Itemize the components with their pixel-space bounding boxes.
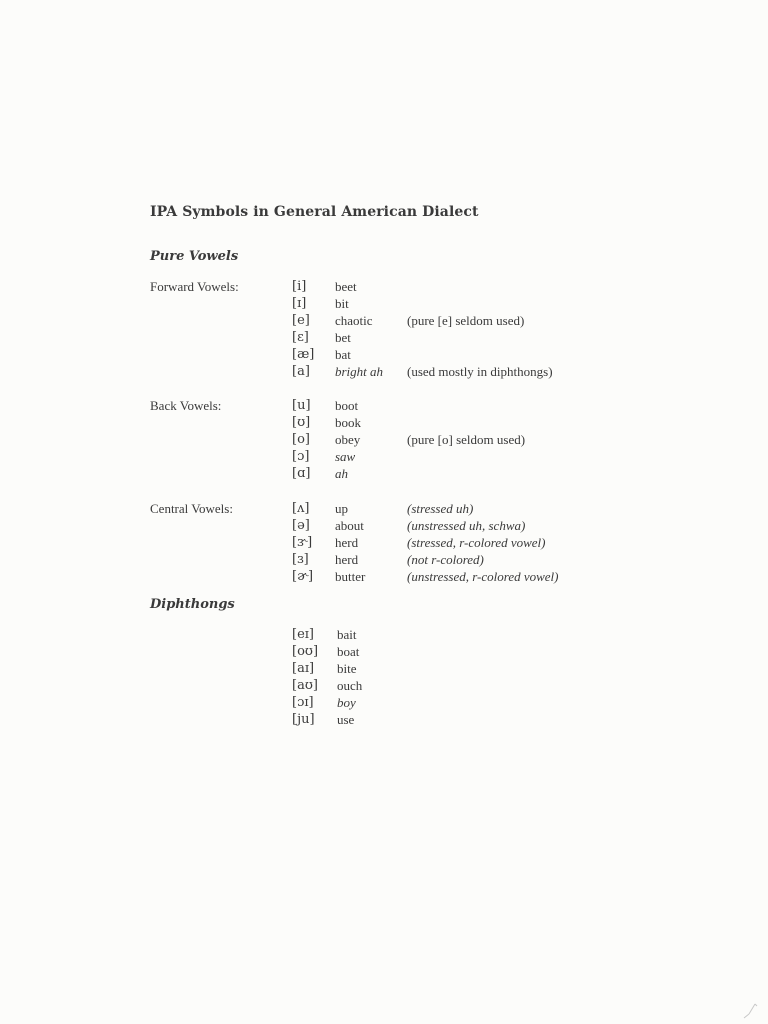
- ipa-symbol: [ɜ]: [292, 552, 309, 567]
- ipa-symbol: [aɪ]: [292, 661, 315, 676]
- ipa-symbol: [ɔɪ]: [292, 695, 314, 710]
- example-word: bright ah: [335, 364, 384, 379]
- ipa-symbol: [ɪ]: [292, 296, 307, 311]
- ipa-symbol: [ɔ]: [292, 449, 310, 464]
- page-title: IPA Symbols in General American Dialect: [150, 204, 479, 220]
- usage-note: (pure [e] seldom used): [407, 313, 525, 328]
- example-word: herd: [335, 552, 359, 567]
- pure-vowels-heading: Pure Vowels: [150, 249, 239, 264]
- example-word: boat: [337, 644, 360, 659]
- ipa-symbol: [ɛ]: [292, 330, 309, 345]
- example-word: beet: [335, 279, 357, 294]
- usage-note: (stressed uh): [407, 501, 474, 516]
- example-word: chaotic: [335, 313, 373, 328]
- usage-note: (unstressed, r-colored vowel): [407, 569, 559, 584]
- example-word: boy: [337, 695, 356, 710]
- example-word: use: [337, 712, 355, 727]
- usage-note: (pure [o] seldom used): [407, 432, 526, 447]
- ipa-symbol: [oʊ]: [292, 644, 319, 659]
- pencil-mark-icon: [740, 1000, 760, 1020]
- example-word: book: [335, 415, 361, 430]
- back-vowels-label: Back Vowels:: [150, 398, 222, 413]
- usage-note: (used mostly in diphthongs): [407, 364, 553, 379]
- example-word: up: [335, 501, 348, 516]
- ipa-symbol: [ə]: [292, 518, 310, 533]
- ipa-symbol: [a]: [292, 364, 310, 379]
- example-word: herd: [335, 535, 359, 550]
- ipa-symbol: [o]: [292, 432, 310, 447]
- ipa-symbol: [ɚ]: [292, 569, 314, 584]
- ipa-symbol: [u]: [292, 398, 311, 413]
- usage-note: (not r-colored): [407, 552, 484, 567]
- example-word: butter: [335, 569, 366, 584]
- ipa-symbol: [i]: [292, 279, 307, 294]
- diphthongs-heading: Diphthongs: [150, 597, 235, 612]
- usage-note: (unstressed uh, schwa): [407, 518, 526, 533]
- central-vowels-label: Central Vowels:: [150, 501, 233, 516]
- example-word: boot: [335, 398, 359, 413]
- example-word: saw: [335, 449, 356, 464]
- example-word: bat: [335, 347, 351, 362]
- usage-note: (stressed, r-colored vowel): [407, 535, 546, 550]
- ipa-symbol: [æ]: [292, 347, 315, 362]
- example-word: bait: [337, 627, 357, 642]
- example-word: ah: [335, 466, 348, 481]
- ipa-symbol: [ʊ]: [292, 415, 311, 430]
- ipa-symbol: [ɑ]: [292, 466, 311, 481]
- example-word: bite: [337, 661, 357, 676]
- example-word: ouch: [337, 678, 363, 693]
- ipa-symbol: [aʊ]: [292, 678, 318, 693]
- ipa-symbol: [ju]: [292, 712, 315, 727]
- example-word: about: [335, 518, 364, 533]
- example-word: bet: [335, 330, 351, 345]
- forward-vowels-label: Forward Vowels:: [150, 279, 239, 294]
- example-word: bit: [335, 296, 349, 311]
- example-word: obey: [335, 432, 361, 447]
- ipa-symbol: [ɝ]: [292, 535, 313, 550]
- ipa-symbol: [eɪ]: [292, 627, 314, 642]
- ipa-symbol: [e]: [292, 313, 310, 328]
- ipa-symbol: [ʌ]: [292, 501, 310, 516]
